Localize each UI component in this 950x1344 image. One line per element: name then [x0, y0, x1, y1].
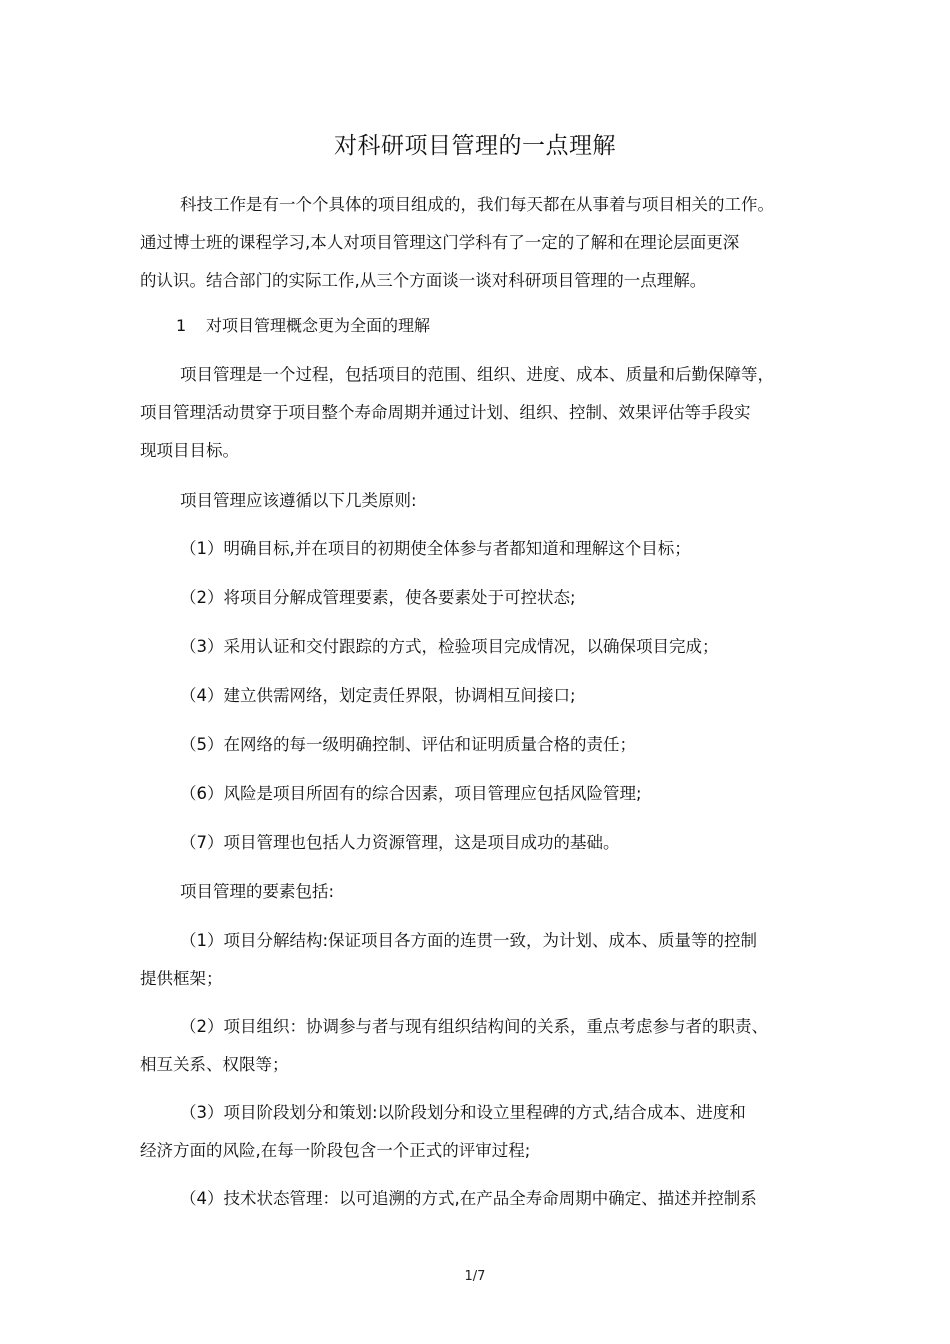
principle-item	[140, 530, 830, 568]
definition-line: 现项目目标。	[140, 441, 239, 460]
section-heading	[176, 314, 430, 338]
element-item	[140, 1094, 830, 1170]
principle-text: （7）项目管理也包括人力资源管理，这是项目成功的基础。	[180, 833, 620, 852]
principle-item	[140, 726, 830, 764]
principles-intro-text: 项目管理应该遵循以下几类原则:	[180, 491, 417, 510]
definition-paragraph	[140, 356, 830, 470]
intro-paragraph	[140, 186, 830, 300]
principle-item	[140, 677, 830, 715]
intro-line: 科技工作是有一个个具体的项目组成的，我们每天都在从事着与项目相关的工作。	[180, 195, 774, 214]
element-line: （4）技术状态管理：以可追溯的方式,在产品全寿命周期中确定、描述并控制系	[180, 1189, 757, 1208]
document-title: 对科研项目管理的一点理解	[334, 133, 616, 159]
element-line: 经济方面的风险,在每一阶段包含一个正式的评审过程;	[140, 1141, 531, 1160]
page-number: 1/7	[464, 1269, 486, 1284]
principle-text: （1）明确目标,并在项目的初期使全体参与者都知道和理解这个目标；	[180, 539, 691, 558]
section-heading-text: 对项目管理概念更为全面的理解	[206, 316, 431, 335]
intro-line: 的认识。结合部门的实际工作,从三个方面谈一谈对科研项目管理的一点理解。	[140, 271, 707, 290]
principle-item	[140, 824, 830, 862]
elements-intro-text: 项目管理的要素包括:	[180, 882, 335, 901]
intro-line: 通过博士班的课程学习,本人对项目管理这门学科有了一定的了解和在理论层面更深	[140, 233, 740, 252]
principle-text: （3）采用认证和交付跟踪的方式，检验项目完成情况，以确保项目完成；	[180, 637, 719, 656]
element-line: （3）项目阶段划分和策划:以阶段划分和设立里程碑的方式,结合成本、进度和	[180, 1103, 746, 1122]
element-item	[140, 1008, 830, 1084]
section-number: 1	[176, 316, 187, 335]
principles-intro	[140, 482, 830, 520]
principle-text: （4）建立供需网络，划定责任界限，协调相互间接口;	[180, 686, 576, 705]
element-line: （2）项目组织：协调参与者与现有组织结构间的关系，重点考虑参与者的职责、	[180, 1017, 768, 1036]
element-line: 提供框架；	[140, 969, 223, 988]
element-item	[140, 1180, 830, 1218]
element-item	[140, 922, 830, 998]
principle-text: （2）将项目分解成管理要素，使各要素处于可控状态;	[180, 588, 576, 607]
definition-line: 项目管理是一个过程，包括项目的范围、组织、进度、成本、质量和后勤保障等，	[180, 365, 774, 384]
element-line: （1）项目分解结构:保证项目各方面的连贯一致，为计划、成本、质量等的控制	[180, 931, 758, 950]
principle-text: （6）风险是项目所固有的综合因素，项目管理应包括风险管理;	[180, 784, 642, 803]
principle-item	[140, 628, 830, 666]
principle-item	[140, 579, 830, 617]
principle-text: （5）在网络的每一级明确控制、评估和证明质量合格的责任；	[180, 735, 636, 754]
definition-line: 项目管理活动贯穿于项目整个寿命周期并通过计划、组织、控制、效果评估等手段实	[140, 403, 751, 422]
principle-item	[140, 775, 830, 813]
element-line: 相互关系、权限等；	[140, 1055, 289, 1074]
elements-intro	[140, 873, 830, 911]
